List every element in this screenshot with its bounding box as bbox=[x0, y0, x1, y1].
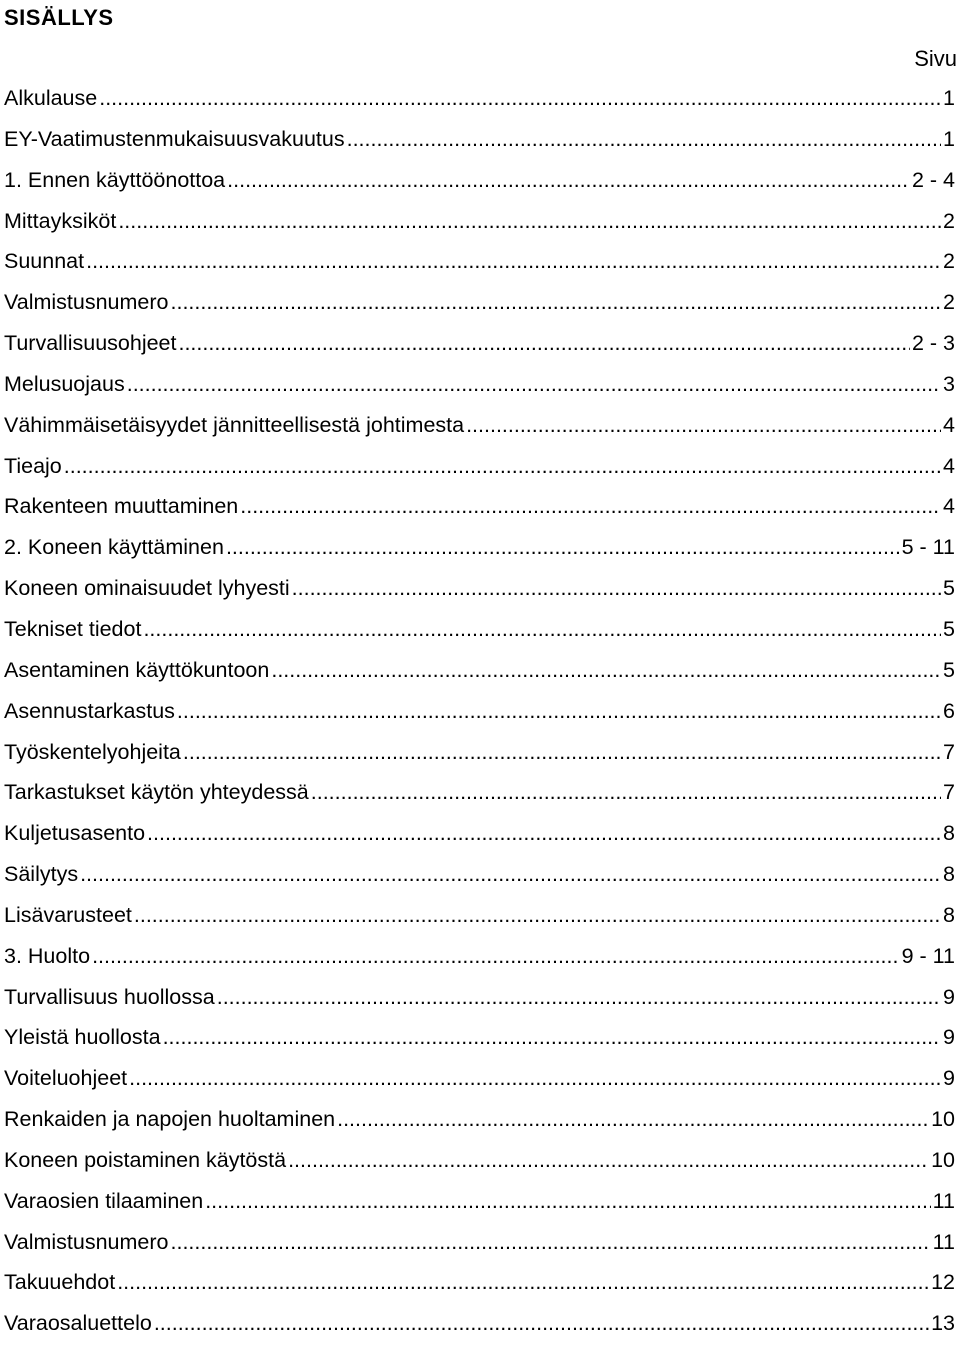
toc-entry-label: Renkaiden ja napojen huoltaminen bbox=[4, 1107, 336, 1132]
toc-entry-label: EY-Vaatimustenmukaisuusvakuutus bbox=[4, 126, 345, 151]
toc-dot-leader bbox=[227, 166, 910, 194]
toc-dot-leader bbox=[183, 738, 941, 766]
toc-entry-page: 1 bbox=[943, 126, 955, 151]
toc-entry-label: Säilytys bbox=[4, 862, 79, 887]
toc-entry-page: 5 bbox=[943, 576, 955, 601]
toc-entry bbox=[4, 166, 955, 207]
toc-dot-leader bbox=[134, 901, 941, 929]
toc-dot-leader bbox=[288, 1146, 929, 1174]
toc-entry bbox=[4, 819, 955, 860]
toc-entry bbox=[4, 942, 955, 983]
toc-entry-page: 12 bbox=[931, 1270, 955, 1295]
toc-entry-label: Turvallisuus huollossa bbox=[4, 984, 215, 1009]
toc-dot-leader bbox=[86, 247, 941, 275]
toc-dot-leader bbox=[271, 656, 941, 684]
toc-entry-label: Voiteluohjeet bbox=[4, 1066, 128, 1091]
toc-entry-label: Asennustarkastus bbox=[4, 698, 175, 723]
toc-dot-leader bbox=[177, 697, 941, 725]
toc-dot-leader bbox=[163, 1023, 941, 1051]
toc-entry bbox=[4, 697, 955, 738]
toc-entry-label: Tarkastukset käytön yhteydessä bbox=[4, 780, 309, 805]
toc-entry bbox=[4, 329, 955, 370]
toc-entry-page: 3 bbox=[943, 371, 955, 396]
toc-entry-label: Rakenteen muuttaminen bbox=[4, 494, 239, 519]
toc-entry bbox=[4, 574, 955, 615]
toc-entry-page: 11 bbox=[932, 1229, 955, 1254]
toc-entry-page: 1 bbox=[943, 86, 955, 110]
toc-entry-page: 10 bbox=[931, 1107, 955, 1132]
toc-entry-label: Työskentelyohjeita bbox=[4, 739, 181, 764]
toc-dot-leader bbox=[292, 574, 941, 602]
toc-dot-leader bbox=[217, 983, 941, 1011]
toc-dot-leader bbox=[337, 1105, 929, 1133]
toc-entry-label: Melusuojaus bbox=[4, 371, 125, 396]
toc-entry-page: 5 - 11 bbox=[901, 535, 955, 560]
toc-entry-page: 5 bbox=[943, 616, 955, 641]
toc-entry bbox=[4, 901, 955, 942]
toc-dot-leader bbox=[466, 411, 941, 439]
toc-entry bbox=[4, 1146, 955, 1187]
toc-entry-label: Tekniset tiedot bbox=[4, 616, 142, 641]
toc-dot-leader bbox=[64, 452, 941, 480]
toc-entry bbox=[4, 983, 955, 1024]
toc-entry bbox=[4, 656, 955, 697]
toc-entry-label: 3. Huolto bbox=[4, 943, 91, 968]
toc-dot-leader bbox=[154, 1309, 929, 1337]
toc-dot-leader bbox=[117, 1268, 929, 1296]
toc-entry-page: 11 bbox=[932, 1188, 955, 1213]
toc-entry-page: 4 bbox=[943, 494, 955, 519]
toc-entry bbox=[4, 207, 955, 248]
toc-entry-page: 13 bbox=[931, 1311, 955, 1336]
toc-entry-page: 2 - 4 bbox=[911, 167, 955, 192]
toc-dot-leader bbox=[311, 778, 941, 806]
toc-entry-page: 9 - 11 bbox=[901, 943, 955, 968]
toc-dot-leader bbox=[205, 1187, 930, 1215]
toc-entry-label: Alkulause bbox=[4, 86, 98, 110]
toc-entry bbox=[4, 1064, 955, 1105]
toc-dot-leader bbox=[99, 84, 941, 112]
toc-dot-leader bbox=[80, 860, 941, 888]
toc-entry-label: Kuljetusasento bbox=[4, 821, 146, 846]
toc-dot-leader bbox=[147, 819, 941, 847]
toc-entry-page: 4 bbox=[943, 453, 955, 478]
table-of-contents bbox=[4, 84, 955, 1350]
toc-entry-page: 2 bbox=[943, 208, 955, 233]
toc-entry-page: 9 bbox=[943, 1066, 955, 1091]
toc-dot-leader bbox=[226, 533, 900, 561]
toc-entry bbox=[4, 1187, 955, 1228]
toc-dot-leader bbox=[178, 329, 909, 357]
toc-dot-leader bbox=[118, 207, 941, 235]
toc-entry-page: 9 bbox=[943, 984, 955, 1009]
page-column-label: Sivu bbox=[914, 46, 957, 71]
toc-entry bbox=[4, 492, 955, 533]
toc-entry-label: Koneen poistaminen käytöstä bbox=[4, 1147, 287, 1172]
toc-entry-label: Tieajo bbox=[4, 453, 62, 478]
toc-entry-label: Turvallisuusohjeet bbox=[4, 331, 177, 356]
toc-entry-page: 7 bbox=[943, 780, 955, 805]
toc-entry-label: Lisävarusteet bbox=[4, 902, 132, 927]
toc-entry-label: Vähimmäisetäisyydet jännitteellisestä johtimesta bbox=[4, 412, 465, 437]
toc-entry-label: Varaosien tilaaminen bbox=[4, 1188, 204, 1213]
toc-entry bbox=[4, 738, 955, 779]
toc-entry bbox=[4, 1023, 955, 1064]
toc-entry-label: Asentaminen käyttökuntoon bbox=[4, 657, 270, 682]
toc-entry bbox=[4, 1228, 955, 1269]
toc-entry-page: 7 bbox=[943, 739, 955, 764]
toc-entry-label: Varaosaluettelo bbox=[4, 1311, 152, 1336]
toc-entry-label: Koneen ominaisuudet lyhyesti bbox=[4, 576, 290, 601]
toc-entry-page: 2 - 3 bbox=[911, 331, 955, 356]
toc-entry bbox=[4, 125, 955, 166]
toc-entry bbox=[4, 370, 955, 411]
toc-dot-leader bbox=[240, 492, 941, 520]
toc-entry-page: 6 bbox=[943, 698, 955, 723]
toc-entry-page: 5 bbox=[943, 657, 955, 682]
toc-entry-page: 2 bbox=[943, 290, 955, 315]
toc-entry-page: 2 bbox=[943, 249, 955, 274]
toc-entry-label: Valmistusnumero bbox=[4, 290, 169, 315]
toc-entry-page: 10 bbox=[931, 1147, 955, 1172]
toc-entry bbox=[4, 1268, 955, 1309]
toc-entry bbox=[4, 452, 955, 493]
toc-dot-leader bbox=[129, 1064, 941, 1092]
toc-entry-label: Takuuehdot bbox=[4, 1270, 116, 1295]
toc-entry-page: 8 bbox=[943, 821, 955, 846]
toc-entry-page: 4 bbox=[943, 412, 955, 437]
toc-entry-label: 1. Ennen käyttöönottoa bbox=[4, 167, 226, 192]
toc-dot-leader bbox=[171, 1228, 931, 1256]
toc-entry-label: Mittayksiköt bbox=[4, 208, 117, 233]
toc-dot-leader bbox=[347, 125, 941, 153]
toc-entry bbox=[4, 288, 955, 329]
toc-dot-leader bbox=[92, 942, 900, 970]
toc-entry bbox=[4, 84, 955, 125]
toc-entry bbox=[4, 1105, 955, 1146]
toc-entry bbox=[4, 1309, 955, 1350]
toc-entry bbox=[4, 615, 955, 656]
toc-entry bbox=[4, 411, 955, 452]
toc-dot-leader bbox=[143, 615, 941, 643]
toc-entry-label: Suunnat bbox=[4, 249, 85, 274]
toc-dot-leader bbox=[171, 288, 942, 316]
toc-title: SISÄLLYS bbox=[4, 5, 114, 30]
toc-entry-page: 9 bbox=[943, 1025, 955, 1050]
toc-entry-page: 8 bbox=[943, 902, 955, 927]
toc-dot-leader bbox=[127, 370, 941, 398]
toc-entry-page: 8 bbox=[943, 862, 955, 887]
toc-entry-label: 2. Koneen käyttäminen bbox=[4, 535, 224, 560]
toc-entry-label: Valmistusnumero bbox=[4, 1229, 169, 1254]
toc-entry-label: Yleistä huollosta bbox=[4, 1025, 161, 1050]
toc-entry bbox=[4, 778, 955, 819]
toc-entry bbox=[4, 860, 955, 901]
toc-entry bbox=[4, 247, 955, 288]
toc-entry bbox=[4, 533, 955, 574]
